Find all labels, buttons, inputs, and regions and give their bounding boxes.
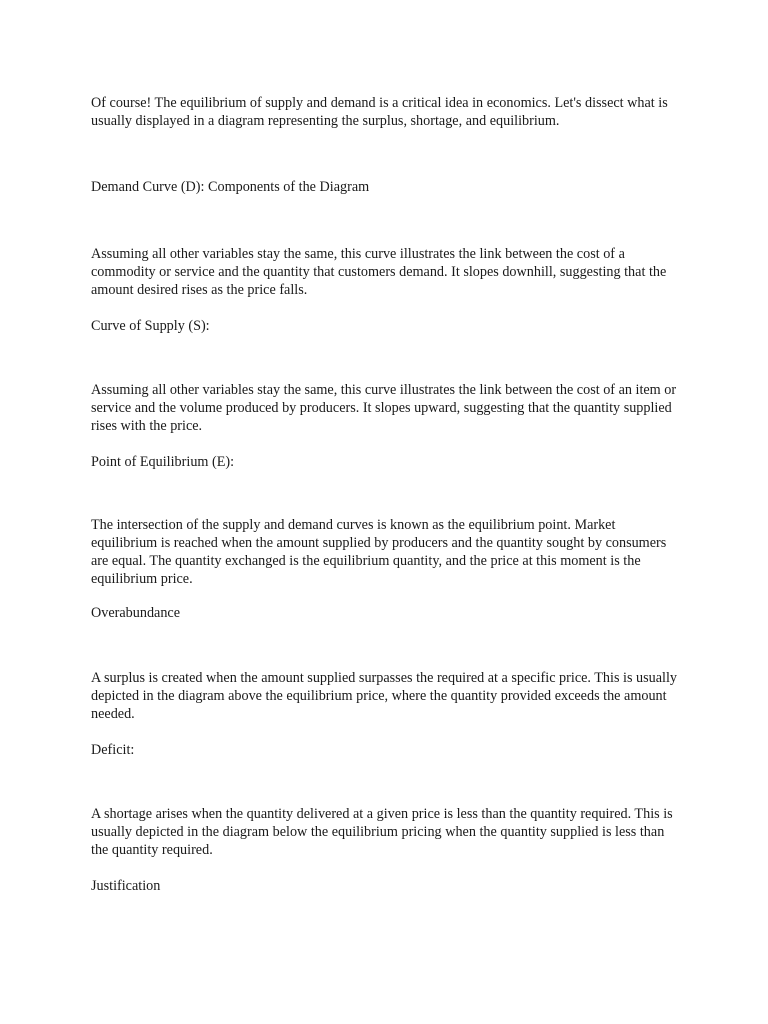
section-heading-supply-curve: Curve of Supply (S):: [91, 318, 210, 334]
section-heading-justification: Justification: [91, 878, 161, 894]
section-body-demand-curve: Assuming all other variables stay the same, this curve illustrates the link between the cost of a commodity or service and the quantity that customers demand. It slopes downhill, suggesting that the amount desired rises as the price falls.: [91, 246, 667, 298]
intro-paragraph: Of course! The equilibrium of supply and demand is a critical idea in economics. Let's dissect what is usually displayed in a diagram representing the surplus, shortage, and equilibrium.: [91, 95, 668, 129]
section-heading-equilibrium-point: Point of Equilibrium (E):: [91, 454, 235, 470]
section-body-deficit: A shortage arises when the quantity delivered at a given price is less than the quantity required. This is usually depicted in the diagram below the equilibrium pricing when the quantity supplied is less than the quantity required.: [91, 806, 673, 858]
section-heading-deficit: Deficit:: [91, 742, 135, 758]
section-body-overabundance: A surplus is created when the amount supplied surpasses the required at a specific price. This is usually depicted in the diagram above the equilibrium price, where the quantity provided exceeds the amount needed.: [91, 670, 678, 722]
section-heading-demand-curve: Demand Curve (D): Components of the Diagram: [91, 179, 370, 195]
section-heading-overabundance: Overabundance: [91, 605, 181, 621]
section-body-equilibrium-point: The intersection of the supply and demand curves is known as the equilibrium point. Market equilibrium is reached when the amount supplied by producers and the quantity sought by consumers are equal. The quantity exchanged is the equilibrium quantity, and the price at this moment is the equilibrium price.: [91, 517, 667, 587]
section-body-supply-curve: Assuming all other variables stay the same, this curve illustrates the link between the cost of an item or service and the volume produced by producers. It slopes upward, suggesting that the quantity supplied rises with the price.: [91, 382, 677, 434]
